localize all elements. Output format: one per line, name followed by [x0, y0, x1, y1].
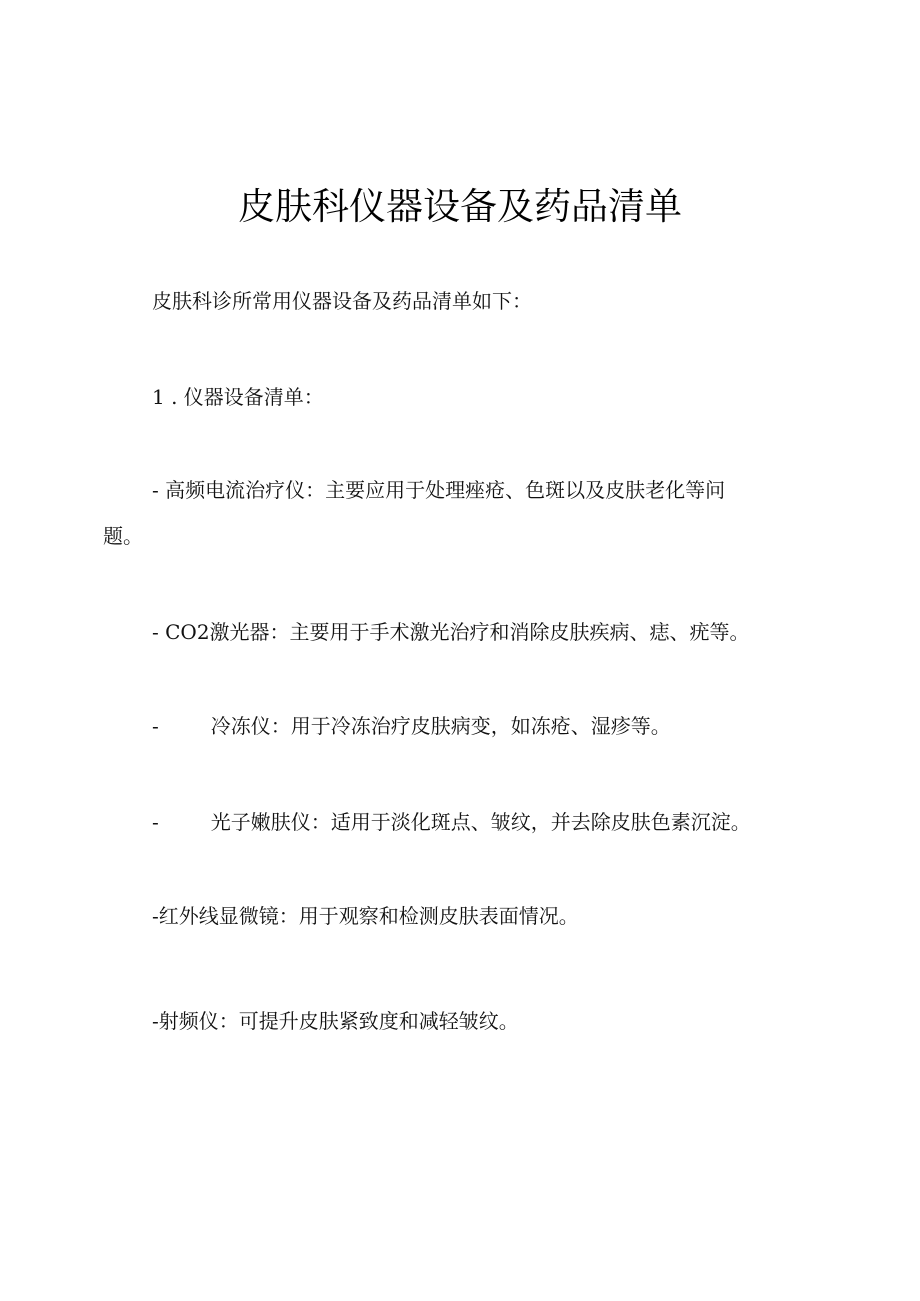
- list-item: - CO2激光器：主要用于手术激光治疗和消除皮肤疾病、痣、疣等。: [152, 620, 750, 644]
- list-item: -红外线显微镜：用于观察和检测皮肤表面情况。: [152, 904, 579, 928]
- intro-paragraph: 皮肤科诊所常用仪器设备及药品清单如下：: [152, 289, 532, 313]
- document-title: 皮肤科仪器设备及药品清单: [238, 185, 682, 228]
- list-item-text: 光子嫩肤仪：适用于淡化斑点、皱纹，并去除皮肤色素沉淀。: [210, 810, 751, 834]
- list-item-line: - 高频电流治疗仪：主要应用于处理痤疮、色斑以及皮肤老化等问: [152, 478, 726, 502]
- list-item: -射频仪：可提升皮肤紧致度和减轻皱纹。: [152, 1009, 519, 1033]
- list-dash: -: [152, 810, 159, 834]
- list-item-text: 冷冻仪：用于冷冻治疗皮肤病变，如冻疮、湿疹等。: [210, 714, 671, 738]
- list-item-continuation: 题。: [103, 524, 143, 548]
- list-item: [152, 712, 671, 740]
- list-dash: -: [152, 714, 159, 738]
- list-item: [152, 808, 751, 836]
- section-heading: 1 . 仪器设备清单：: [152, 385, 324, 409]
